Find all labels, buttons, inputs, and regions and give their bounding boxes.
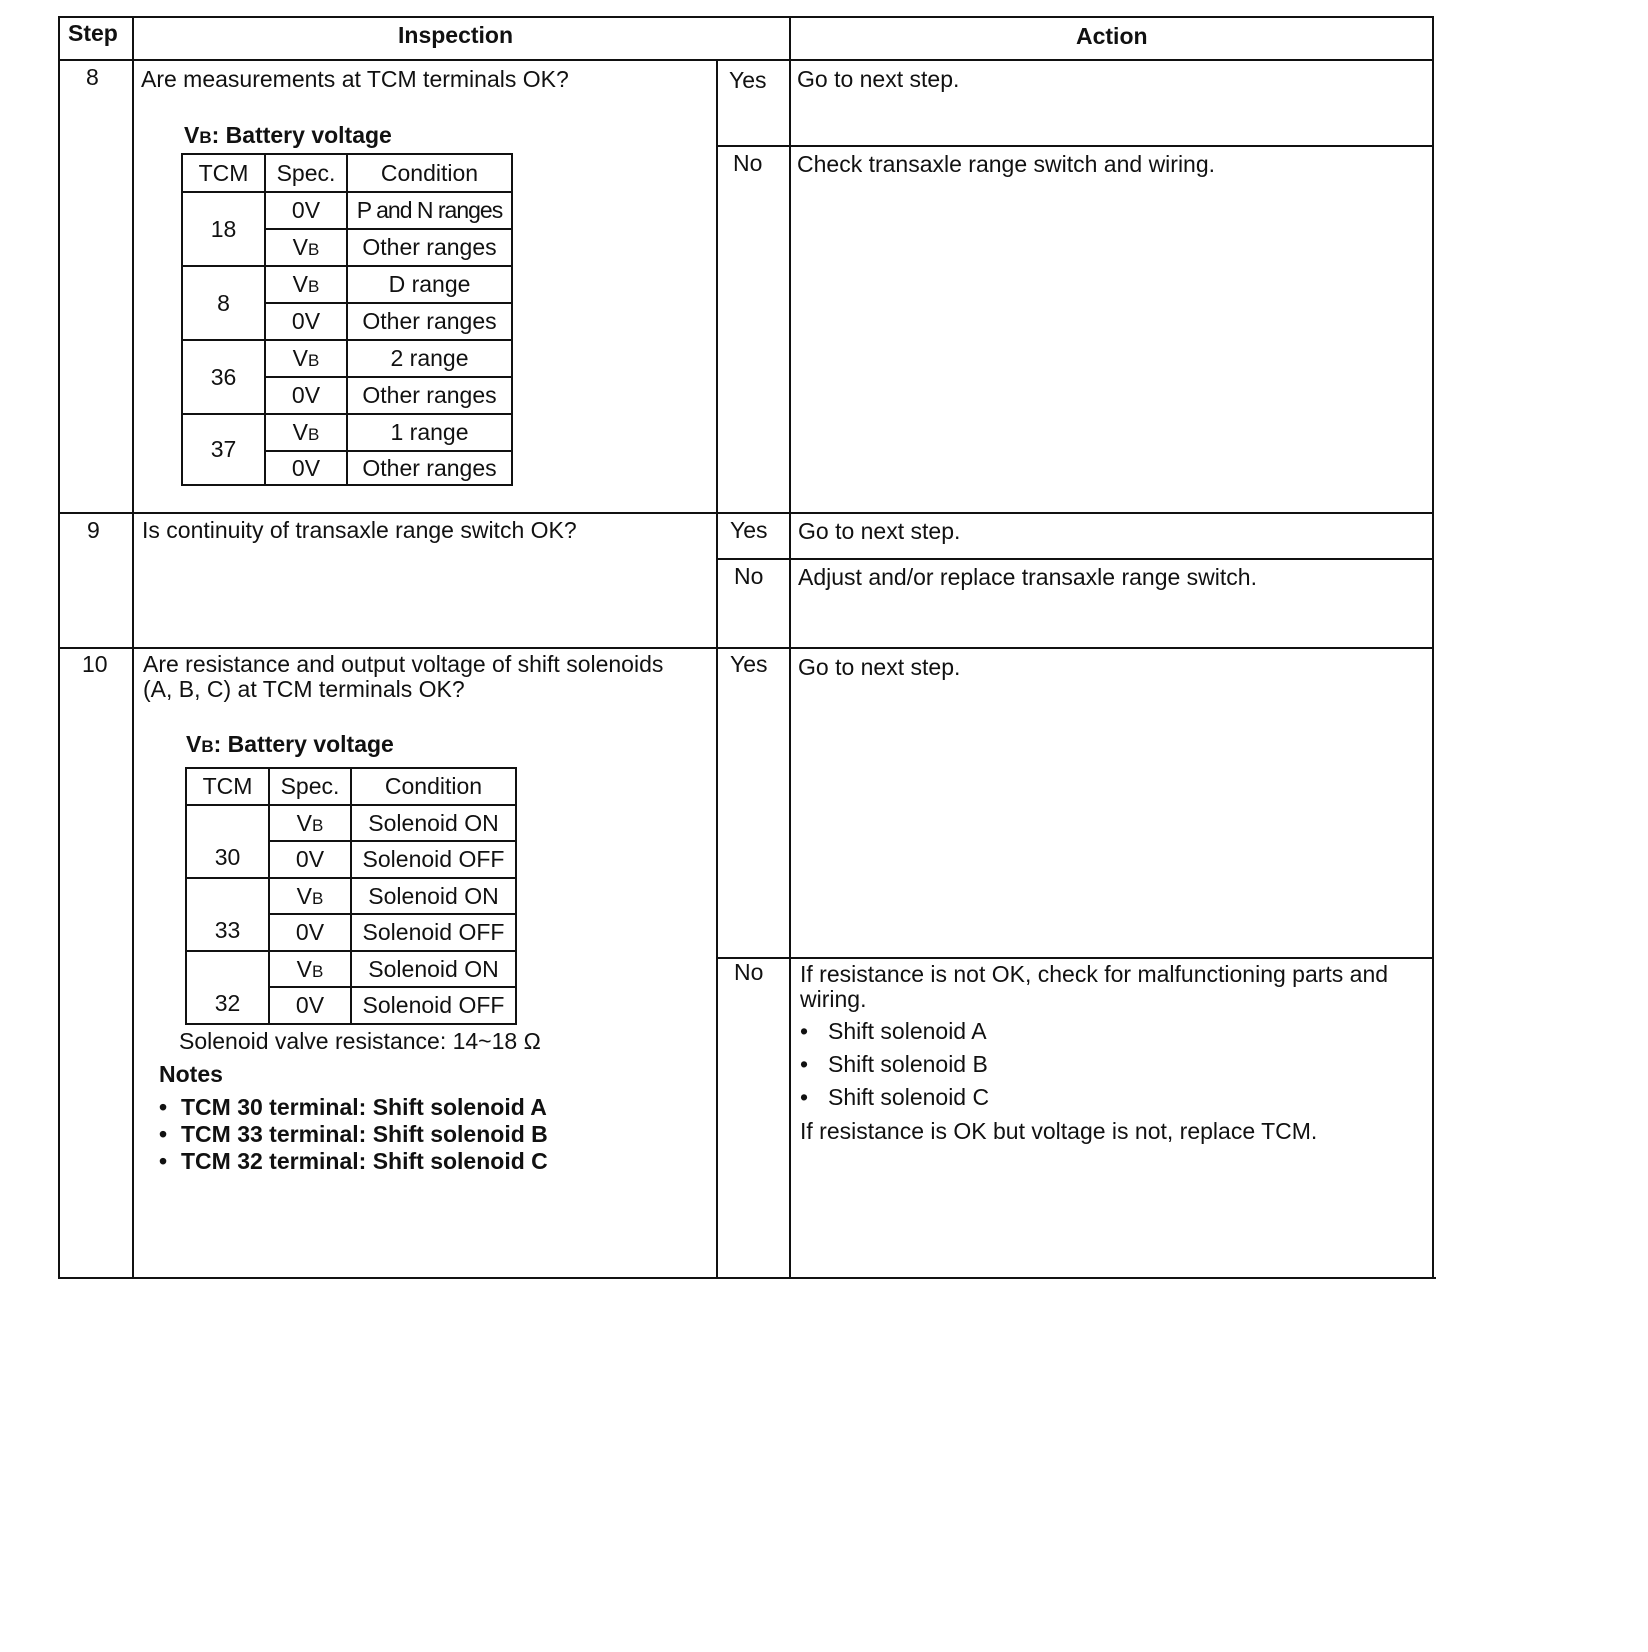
condition-value: 2 range bbox=[347, 340, 512, 377]
spec-value: VB bbox=[265, 340, 347, 377]
col-header-tcm: TCM bbox=[182, 154, 265, 192]
row10-yes-no-divider bbox=[717, 957, 1434, 959]
inspection-answer-border bbox=[716, 59, 718, 1279]
inspection-question: Is continuity of transaxle range switch OK? bbox=[142, 517, 577, 543]
condition-value: Solenoid OFF bbox=[351, 841, 516, 878]
yes-label: Yes bbox=[730, 517, 768, 543]
note-item: • TCM 30 terminal: Shift solenoid A bbox=[159, 1094, 547, 1120]
spec-value: 0V bbox=[269, 914, 351, 951]
bullet-item: • Shift solenoid A bbox=[800, 1018, 987, 1044]
yes-action: Go to next step. bbox=[798, 654, 961, 680]
header-action: Action bbox=[1076, 23, 1148, 49]
condition-value: Solenoid OFF bbox=[351, 987, 516, 1024]
note-item: • TCM 33 terminal: Shift solenoid B bbox=[159, 1121, 548, 1147]
no-action-after: If resistance is OK but voltage is not, replace TCM. bbox=[800, 1118, 1318, 1144]
inspection-question-line-2: (A, B, C) at TCM terminals OK? bbox=[143, 676, 465, 702]
header-step: Step bbox=[68, 20, 118, 46]
col-header-spec: Spec. bbox=[269, 768, 351, 805]
inspection-question: Are measurements at TCM terminals OK? bbox=[141, 66, 569, 92]
condition-value: Other ranges bbox=[347, 229, 512, 266]
battery-voltage-label: VB: Battery voltage bbox=[186, 731, 394, 757]
no-label: No bbox=[734, 563, 764, 589]
table-left-border bbox=[58, 16, 60, 1279]
spec-value: VB bbox=[265, 414, 347, 451]
step-number: 8 bbox=[86, 64, 99, 90]
no-label: No bbox=[733, 150, 763, 176]
condition-value: 1 range bbox=[347, 414, 512, 451]
col-header-tcm: TCM bbox=[186, 768, 269, 805]
spec-value: VB bbox=[265, 266, 347, 303]
header-inspection: Inspection bbox=[398, 22, 514, 48]
table-top-border bbox=[58, 16, 1434, 18]
condition-value: Solenoid ON bbox=[351, 878, 516, 914]
spec-value: VB bbox=[265, 229, 347, 266]
inspection-question-line-1: Are resistance and output voltage of shift solenoids bbox=[143, 651, 664, 677]
step-column-border bbox=[132, 16, 134, 1279]
spec-value: 0V bbox=[265, 192, 347, 229]
no-action: Adjust and/or replace transaxle range switch. bbox=[798, 564, 1257, 590]
spec-value: VB bbox=[269, 805, 351, 841]
bullet-item: • Shift solenoid C bbox=[800, 1084, 990, 1110]
action-column-border bbox=[789, 16, 791, 1279]
note-item: • TCM 32 terminal: Shift solenoid C bbox=[159, 1148, 548, 1174]
yes-action: Go to next step. bbox=[798, 518, 961, 544]
table-bottom-border bbox=[58, 1277, 1436, 1279]
tcm-terminal: 8 bbox=[182, 266, 265, 340]
yes-label: Yes bbox=[729, 67, 767, 93]
condition-value: Other ranges bbox=[347, 303, 512, 340]
row8-yes-no-divider bbox=[717, 145, 1434, 147]
yes-label: Yes bbox=[730, 651, 768, 677]
col-header-spec: Spec. bbox=[265, 154, 347, 192]
spec-value: 0V bbox=[265, 451, 347, 485]
table-right-border bbox=[1432, 16, 1434, 1279]
no-label: No bbox=[734, 959, 764, 985]
condition-value: P and N ranges bbox=[347, 192, 512, 229]
condition-value: Other ranges bbox=[347, 451, 512, 485]
tcm-spec-table bbox=[181, 153, 513, 486]
col-header-condition: Condition bbox=[347, 154, 512, 192]
no-action: Check transaxle range switch and wiring. bbox=[797, 151, 1216, 177]
condition-value: Solenoid ON bbox=[351, 805, 516, 841]
tcm-terminal: 30 bbox=[186, 805, 269, 878]
condition-value: Solenoid ON bbox=[351, 951, 516, 987]
tcm-terminal: 36 bbox=[182, 340, 265, 414]
yes-action: Go to next step. bbox=[797, 66, 960, 92]
solenoid-spec-table bbox=[185, 767, 517, 1025]
condition-value: Other ranges bbox=[347, 377, 512, 414]
tcm-terminal: 18 bbox=[182, 192, 265, 266]
condition-value: Solenoid OFF bbox=[351, 914, 516, 951]
step-number: 10 bbox=[82, 651, 108, 677]
spec-value: 0V bbox=[265, 377, 347, 414]
no-action-line-2: wiring. bbox=[800, 986, 867, 1012]
header-bottom-border bbox=[58, 59, 1434, 61]
solenoid-resistance: Solenoid valve resistance: 14~18 Ω bbox=[179, 1028, 541, 1054]
spec-value: 0V bbox=[265, 303, 347, 340]
notes-list bbox=[159, 1094, 548, 1175]
spec-value: 0V bbox=[269, 987, 351, 1024]
spec-value: VB bbox=[269, 878, 351, 914]
notes-title: Notes bbox=[159, 1061, 223, 1087]
row8-bottom-border bbox=[58, 512, 1434, 514]
spec-value: VB bbox=[269, 951, 351, 987]
condition-value: D range bbox=[347, 266, 512, 303]
no-action-bullets bbox=[800, 1018, 989, 1111]
row9-yes-no-divider bbox=[717, 558, 1434, 560]
tcm-terminal: 33 bbox=[186, 878, 269, 951]
spec-value: 0V bbox=[269, 841, 351, 878]
tcm-terminal: 37 bbox=[182, 414, 265, 485]
col-header-condition: Condition bbox=[351, 768, 516, 805]
tcm-terminal: 32 bbox=[186, 951, 269, 1024]
no-action-line-1: If resistance is not OK, check for malfunctioning parts and bbox=[800, 961, 1389, 987]
row9-bottom-border bbox=[58, 647, 1434, 649]
step-number: 9 bbox=[87, 517, 100, 543]
battery-voltage-label: VB: Battery voltage bbox=[184, 122, 392, 148]
bullet-item: • Shift solenoid B bbox=[800, 1051, 988, 1077]
